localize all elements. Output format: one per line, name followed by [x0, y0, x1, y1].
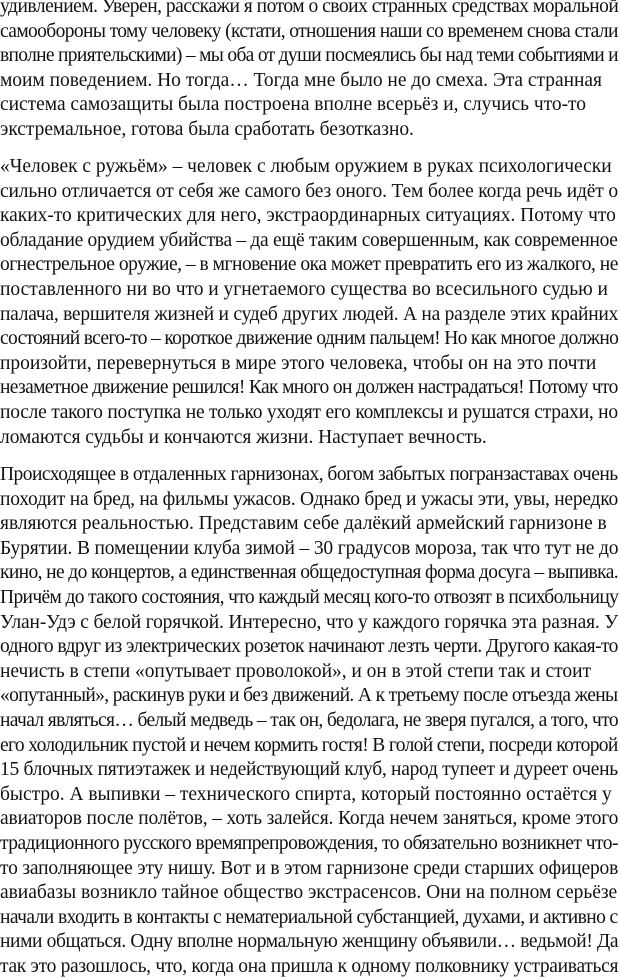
text-line: Улан-Удэ с белой горячкой. Интересно, что у каждого горячка эта разная. У: [0, 611, 618, 633]
text-line: Бурятии. В помещении клуба зимой – 30 градусов мороза, так что тут не до: [0, 537, 619, 559]
paragraph-1: [0, 0, 620, 143]
paragraph-3: [0, 463, 620, 979]
text-line: моим поведением. Но тогда… Тогда мне было не до смеха. Эта странная: [0, 69, 602, 91]
text-line: палача, вершителя жизней и судеб других людей. А на разделе этих крайних: [0, 303, 619, 325]
text-line: экстремальное, готова была сработать безотказно.: [0, 118, 414, 140]
text-line: нечисть в степи «опутывает проволокой», и он в этой степи так и стоит: [0, 660, 591, 682]
text-line: походит на бред, на фильмы ужасов. Однако бред и ужасы эти, увы, нередко: [0, 488, 618, 510]
text-line: так это разошлось, что, когда она пришла к одному полковнику устраиваться: [0, 955, 619, 977]
text-line: начал являться… белый медведь – так он, бедолага, не зверя пугался, а того, что: [0, 709, 618, 731]
text-line: система самозащиты была построена вполне всерьёз и, случись что-то: [0, 94, 587, 116]
text-line: ними общаться. Одну вполне нормальную женщину объявили… ведьмой! Да: [0, 931, 619, 953]
text-line: авиаторов после полётов, – хоть залейся. Когда нечем заняться, кроме этого: [0, 808, 619, 830]
text-line: одного вдруг из электрических розеток начинают лезть черти. Другого какая-то: [0, 636, 618, 658]
text-line: сильно отличается от себя же самого без оного. Тем более когда речь идёт о: [0, 180, 618, 202]
text-line: после такого поступка не только уходят его комплексы и рушатся страхи, но: [0, 401, 618, 423]
text-line: 15 блочных пятиэтажек и недействующий клуб, народ тупеет и дуреет очень: [0, 759, 618, 781]
text-line: каких-то критических для него, экстраординарных ситуациях. Потому что: [0, 205, 616, 227]
text-line: быстро. А выпивки – технического спирта, который постоянно остаётся у: [0, 783, 612, 805]
text-line: являются реальностью. Представим себе далёкий армейский гарнизоне в: [0, 513, 607, 535]
text-line: Причём до такого состояния, что каждый месяц кого-то отвозят в психбольницу: [0, 586, 619, 608]
paragraph-2: [0, 155, 620, 450]
text-line: удивлением. Уверен, расскажи я потом о своих странных средствах моральной: [0, 0, 619, 17]
text-line: незаметное движение решился! Как много он должен настрадаться! Потому что: [0, 377, 618, 399]
text-line: авиабазы возникло тайное общество экстрасенсов. Они на полном серьёзе: [0, 882, 618, 904]
text-line: состояний всего-то – короткое движение одним пальцем! Но как многое должно: [0, 328, 619, 350]
text-line: вполне приятельскими) – мы оба от души посмеялись бы над теми событиями и: [0, 45, 618, 67]
text-line: «Человек с ружьём» – человек с любым оружием в руках психологически: [0, 156, 612, 177]
text-line: то заполняющее эту нишу. Вот и в этом гарнизоне среди старших офицеров: [0, 857, 619, 879]
text-line: обладание орудием убийства – да ещё таким совершенным, как современное: [0, 229, 618, 251]
text-line: поставленного ни во что и угнетаемого существа во всесильного судью и: [0, 278, 608, 300]
text-line: Происходящее в отдаленных гарнизонах, богом забытых погранзаставах очень: [0, 464, 618, 485]
text-line: произойти, перевернуться в мире этого человека, чтобы он на это почти: [0, 352, 597, 374]
text-line: ломаются судьбы и кончаются жизни. Наступает вечность.: [0, 426, 487, 448]
text-line: традиционного русского времяпрепровождения, то обязательно возникнет что-: [0, 832, 618, 854]
text-line: кино, не до концертов, а единственная общедоступная форма досуга – выпивка.: [0, 562, 619, 584]
text-line: его холодильник пустой и нечем кормить гостя! В голой степи, посреди которой: [0, 734, 618, 756]
text-line: самообороны тому человеку (кстати, отношения наши со временем снова стали: [0, 20, 618, 42]
text-line: начали входить в контакты с нематериальной субстанцией, духами, и активно с: [0, 906, 618, 928]
text-line: «опутанный», раскинув руки и без движений. А к третьему после отъезда жены: [0, 685, 618, 707]
text-line: огнестрельное оружие, – в мгновение ока может превратить его из жалкого, не: [0, 254, 618, 276]
